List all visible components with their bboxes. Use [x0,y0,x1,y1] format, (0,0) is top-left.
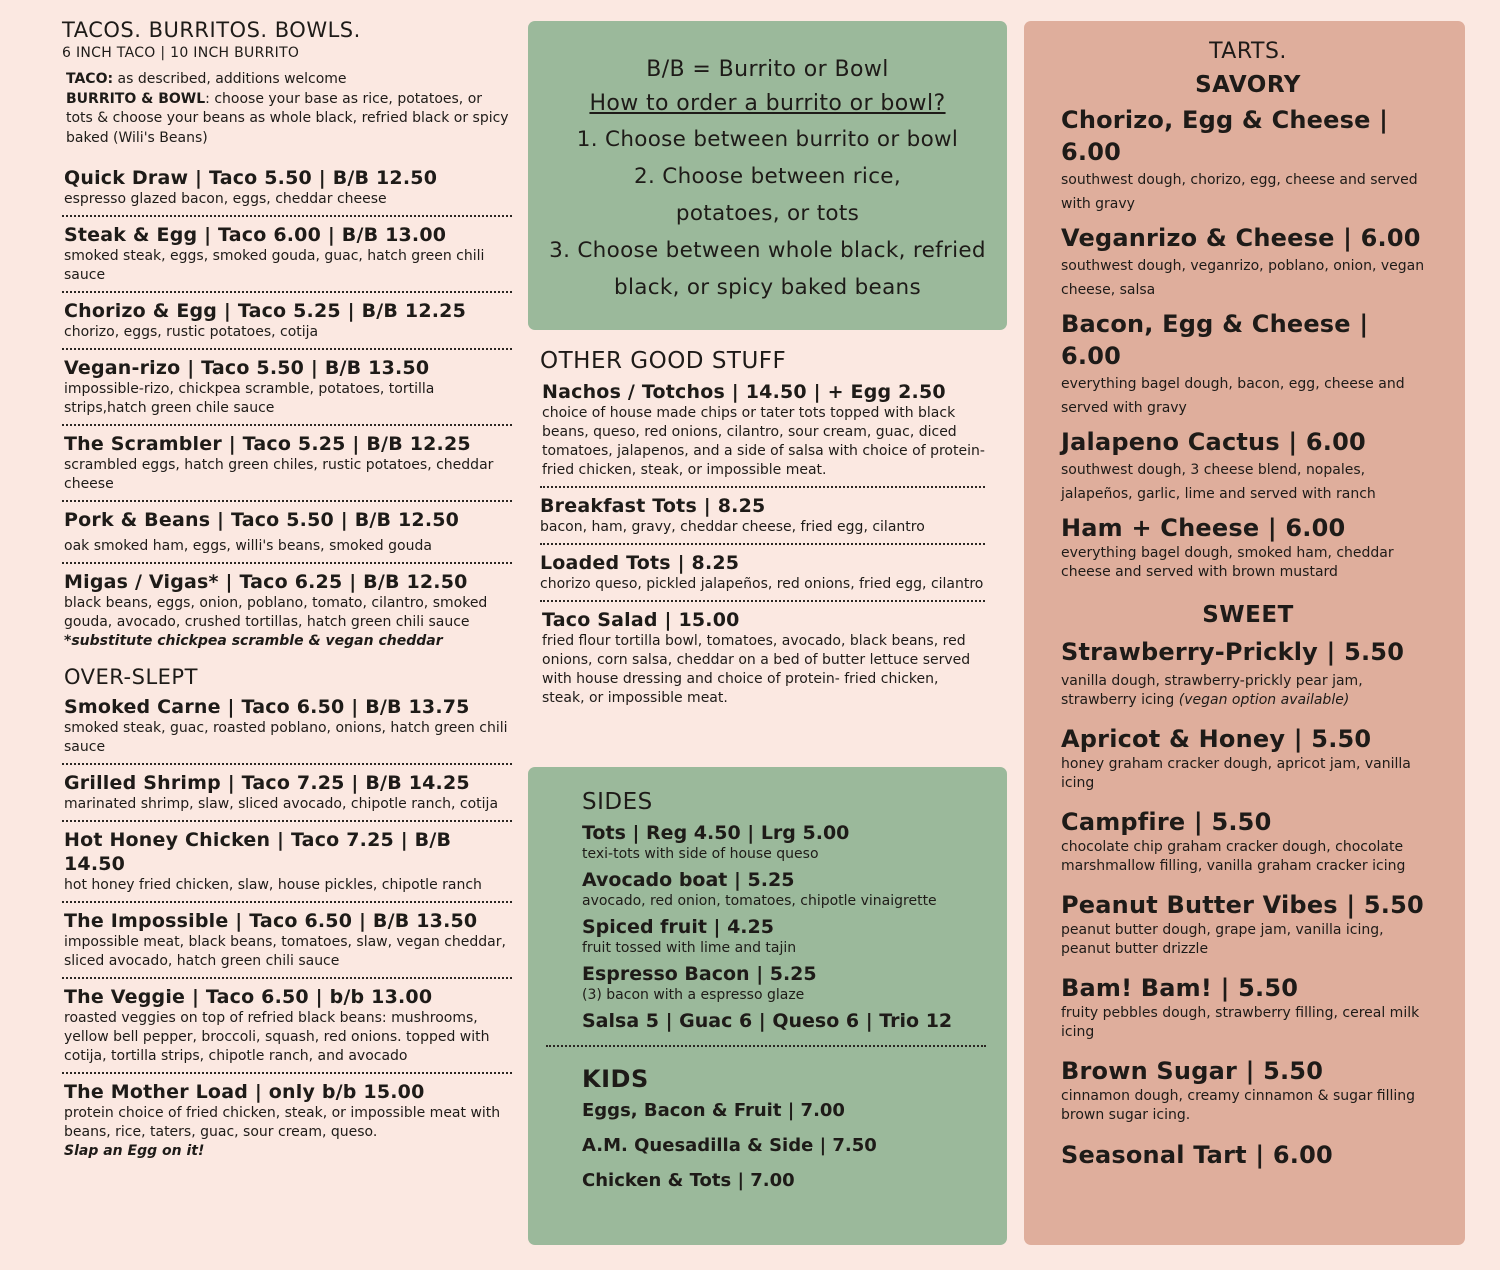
tart-item [1061,1055,1435,1125]
tart-title: Veganrizo & Cheese | 6.00 [1061,224,1421,252]
tart-title: Apricot & Honey | 5.50 [1061,725,1372,753]
side-title: Avocado boat | 5.25 [582,869,795,891]
bb-legend: B/B = Burrito or Bowl [646,57,889,82]
bb-text: : choose your base as rice, potatoes, or tots & choose your beans as whole black, refried black or spicy baked (Wili's Beans) [66,90,509,146]
tart-desc: honey graham cracker dough, apricot jam, vanilla icing [1061,756,1411,791]
tart-item [1061,723,1435,793]
menu-item [540,608,985,714]
menu-item [62,299,512,350]
tart-item [1061,308,1435,420]
taco-label: TACO: [66,71,114,87]
step-2b: potatoes, or tots [675,201,860,226]
side-title: Espresso Bacon | 5.25 [582,963,817,985]
side-desc: fruit tossed with lime and tajin [582,940,797,956]
tart-item [1061,1139,1435,1171]
side-title: Tots | Reg 4.50 | Lrg 5.00 [582,822,850,844]
item-desc: choice of house made chips or tater tots topped with black beans, queso, red onions, cilantro, sour cream, guac, diced tomatoes, jalapenos, and a side of salsa with choice of protein- fried chicken, steak, or impossible meat. [542,405,985,478]
tart-item [1061,512,1435,582]
menu-item [62,771,512,822]
tart-title: Chorizo, Egg & Cheese | 6.00 [1061,106,1389,166]
tart-desc [1061,672,1435,710]
item-title: The Veggie | Taco 6.50 | b/b 13.00 [64,986,433,1008]
item-desc: marinated shrimp, slaw, sliced avocado, chipotle ranch, cotija [64,796,499,812]
step-1: 1. Choose between burrito or bowl [576,127,959,152]
item-title: Breakfast Tots | 8.25 [540,495,766,517]
menu-item [62,985,512,1074]
menu-item [540,551,985,602]
item-title: Smoked Carne | Taco 6.50 | B/B 13.75 [64,696,470,718]
kids-item: Chicken & Tots | 7.00 [582,1170,795,1191]
menu-item [540,494,985,545]
taco-text: as described, additions welcome [113,71,347,87]
tart-title: Strawberry-Prickly | 5.50 [1061,638,1405,666]
kids-item: A.M. Quesadilla & Side | 7.50 [582,1135,877,1156]
step-2a: 2. Choose between rice, [634,164,901,189]
tarts-title: TARTS. [1209,39,1287,64]
menu-item [62,356,512,426]
item-desc: fried flour tortilla bowl, tomatoes, avocado, black beans, red onions, corn salsa, cheddar on a bed of butter lettuce served with house dressing and choice of protein- fried chicken, steak, or impossible meat. [542,633,971,706]
how-to-heading: How to order a burrito or bowl? [589,91,946,116]
side-title: Spiced fruit | 4.25 [582,916,774,938]
menu-item [62,508,512,564]
item-title: The Scrambler | Taco 5.25 | B/B 12.25 [64,433,471,455]
bb-label: BURRITO & BOWL [66,90,206,107]
menu-item [62,223,512,293]
side-desc: (3) bacon with a espresso glaze [582,987,805,1003]
tart-desc: peanut butter dough, grape jam, vanilla icing, peanut butter drizzle [1061,922,1384,957]
item-desc: bacon, ham, gravy, cheddar cheese, fried egg, cilantro [540,519,925,535]
item-desc: scrambled eggs, hatch green chiles, rustic potatoes, cheddar cheese [64,457,494,492]
item-title: Migas / Vigas* | Taco 6.25 | B/B 12.50 [64,571,468,593]
tacos-subtitle: 6 INCH TACO | 10 INCH BURRITO [62,45,300,61]
tarts-box [1024,21,1465,1245]
item-title: Nachos / Totchos | 14.50 | + Egg 2.50 [542,381,946,403]
tart-title: Brown Sugar | 5.50 [1061,1057,1324,1085]
tart-item [1061,104,1435,216]
tart-desc: southwest dough, chorizo, egg, cheese and served with gravy [1061,172,1418,212]
vegan-note: (vegan option available) [1178,692,1350,708]
item-desc: chorizo, eggs, rustic potatoes, cotija [64,324,319,340]
item-title: Vegan-rizo | Taco 5.50 | B/B 13.50 [64,357,430,379]
tart-item [1061,972,1435,1042]
menu-item-motherload [62,1080,512,1167]
item-desc: chorizo queso, pickled jalapeños, red onions, fried egg, cilantro [540,576,984,592]
item-desc: impossible meat, black beans, tomatoes, slaw, vegan cheddar, sliced avocado, hatch green chili sauce [64,934,506,969]
item-desc: black beans, eggs, onion, poblano, tomato, cilantro, smoked gouda, avocado, crushed tortillas, hatch green chili sauce [64,595,488,630]
tart-title: Peanut Butter Vibes | 5.50 [1061,891,1424,919]
menu-item [62,695,512,765]
tart-item [1061,636,1435,710]
tart-item [1061,806,1435,876]
tart-desc: southwest dough, veganrizo, poblano, onion, vegan cheese, salsa [1061,258,1425,298]
sides-kids-box [528,767,1007,1245]
item-title: Grilled Shrimp | Taco 7.25 | B/B 14.25 [64,772,470,794]
tart-item [1061,222,1435,302]
other-title: OTHER GOOD STUFF [540,348,787,374]
step-3a: 3. Choose between whole black, refried [549,238,986,263]
tacos-section [62,18,512,1173]
item-title: Hot Honey Chicken | Taco 7.25 | B/B 14.50 [64,829,452,875]
tart-title: Bam! Bam! | 5.50 [1061,974,1299,1002]
item-desc: impossible-rizo, chickpea scramble, potatoes, tortilla strips,hatch green chile sauce [64,381,435,416]
item-desc: roasted veggies on top of refried black beans: mushrooms, yellow bell pepper, broccoli, squash, red onions. topped with cotija, tortilla strips, chipotle ranch, and avocado [64,1010,490,1064]
item-title: Chorizo & Egg | Taco 5.25 | B/B 12.25 [64,300,466,322]
item-title: Loaded Tots | 8.25 [540,552,740,574]
item-desc: smoked steak, eggs, smoked gouda, guac, hatch green chili sauce [64,248,485,283]
tart-title: Jalapeno Cactus | 6.00 [1061,428,1366,456]
tart-desc: everything bagel dough, bacon, egg, cheese and served with gravy [1061,376,1405,416]
tart-title: Seasonal Tart | 6.00 [1061,1141,1333,1169]
overslept-title: OVER-SLEPT [64,665,198,689]
side-desc: texi-tots with side of house queso [582,846,819,862]
tacos-intro [66,70,512,148]
sweet-list [1061,636,1435,1171]
item-title: The Mother Load | only b/b 15.00 [64,1081,425,1103]
item-desc: protein choice of fried chicken, steak, or impossible meat with beans, rice, taters, guac, sour cream, queso. [64,1105,501,1140]
tart-desc: southwest dough, 3 cheese blend, nopales, jalapeños, garlic, lime and served with ranch [1061,462,1376,502]
item-desc: oak smoked ham, eggs, willi's beans, smoked gouda [64,538,432,554]
item-desc: smoked steak, guac, roasted poblano, onions, hatch green chili sauce [64,720,508,755]
item-title: Steak & Egg | Taco 6.00 | B/B 13.00 [64,224,447,246]
menu-item [540,380,985,488]
tart-desc: fruity pebbles dough, strawberry filling, cereal milk icing [1061,1005,1420,1040]
salsa-line: Salsa 5 | Guac 6 | Queso 6 | Trio 12 [582,1010,953,1032]
savory-title: SAVORY [1195,72,1301,98]
menu-item [62,166,512,217]
item-title: Taco Salad | 15.00 [542,609,740,631]
item-title: Quick Draw | Taco 5.50 | B/B 12.50 [64,167,438,189]
tart-item [1061,426,1435,506]
item-desc: hot honey fried chicken, slaw, house pickles, chipotle ranch [64,877,482,893]
tart-desc: everything bagel dough, smoked ham, cheddar cheese and served with brown mustard [1061,545,1394,580]
other-good-stuff-section [540,348,985,720]
item-note: *substitute chickpea scramble & vegan cheddar [64,633,443,649]
step-3b: black, or spicy baked beans [614,275,921,300]
tart-title: Bacon, Egg & Cheese | 6.00 [1061,310,1369,370]
sweet-title: SWEET [1202,602,1294,628]
menu-item [62,828,512,903]
item-note: Slap an Egg on it! [64,1143,205,1159]
menu-item-migas [62,570,512,657]
sides-title: SIDES [582,789,653,815]
item-title: Pork & Beans | Taco 5.50 | B/B 12.50 [64,509,460,531]
item-title: The Impossible | Taco 6.50 | B/B 13.50 [64,910,478,932]
tacos-title: TACOS. BURRITOS. BOWLS. [62,18,361,42]
kids-title: KIDS [582,1065,649,1093]
tart-desc: cinnamon dough, creamy cinnamon & sugar filling brown sugar icing. [1061,1088,1416,1123]
tart-title: Campfire | 5.50 [1061,808,1272,836]
how-to-order-box [528,21,1007,330]
kids-item: Eggs, Bacon & Fruit | 7.00 [582,1100,845,1121]
tart-title: Ham + Cheese | 6.00 [1061,514,1346,542]
tart-desc: chocolate chip graham cracker dough, chocolate marshmallow filling, vanilla graham cracker icing [1061,839,1406,874]
side-desc: avocado, red onion, tomatoes, chipotle vinaigrette [582,893,937,909]
tart-desc-text: vanilla dough, strawberry-prickly pear jam, strawberry icing [1061,673,1363,708]
item-desc: espresso glazed bacon, eggs, cheddar cheese [64,191,387,207]
menu-item [62,909,512,979]
divider [546,1045,986,1047]
tart-item [1061,889,1435,959]
menu-item [62,432,512,502]
